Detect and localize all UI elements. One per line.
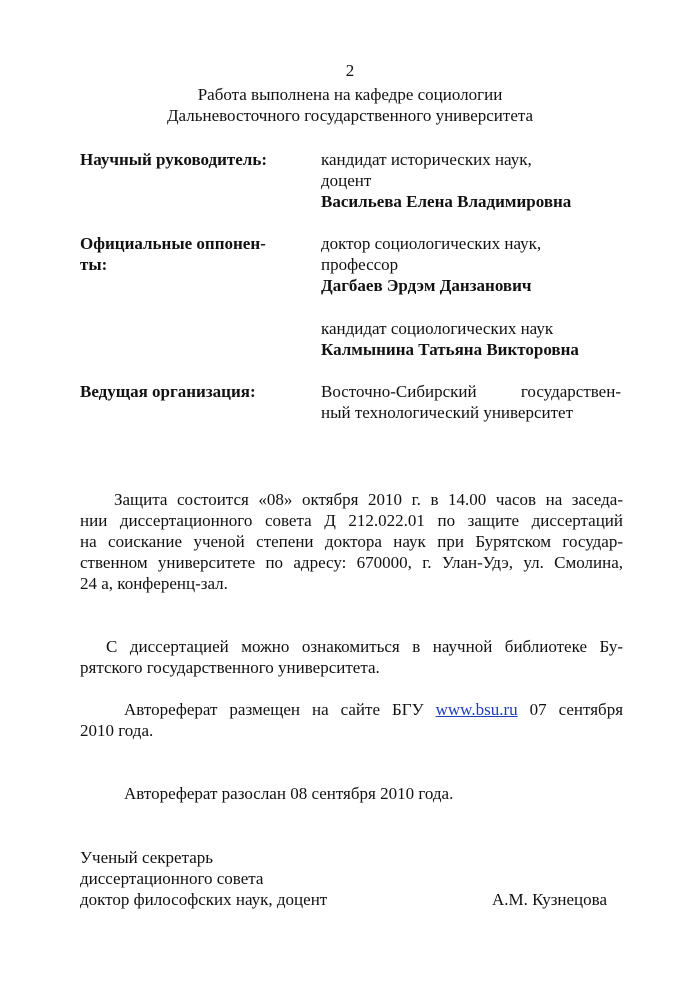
lead-org-line-1: Восточно-Сибирский государствен- — [321, 382, 621, 401]
library-line-2: рятского государственного университета. — [80, 658, 380, 677]
library-line-1: С диссертацией можно ознакомиться в научной библиотеке Бу- — [106, 637, 623, 656]
defense-paragraph — [80, 489, 623, 594]
supervisor-label: Научный руководитель: — [80, 150, 267, 169]
lead-org-label: Ведущая организация: — [80, 382, 256, 401]
secretary-line-2: диссертационного совета — [80, 869, 264, 888]
page-number: 2 — [345, 61, 355, 80]
defense-line-1: Защита состоится «08» октября 2010 г. в 14.00 часов на заседа- — [114, 490, 623, 509]
defense-line-5: 24 а, конференц-зал. — [80, 574, 228, 593]
defense-line-3: на соискание ученой степени доктора наук при Бурятском государ- — [80, 532, 623, 551]
opponent-2-degree: кандидат социологических наук — [321, 319, 554, 338]
sent-date: Автореферат разослан 08 сентября 2010 года. — [124, 784, 454, 803]
opponent-2-name: Калмынина Татьяна Викторовна — [321, 340, 579, 359]
supervisor-name: Васильева Елена Владимировна — [321, 192, 572, 211]
opponent-1-title: профессор — [321, 255, 399, 274]
website-paragraph — [80, 699, 623, 741]
opponents-label-line-1: Официальные оппонен- — [80, 234, 266, 253]
opponents-label-line-2: ты: — [80, 255, 108, 274]
header-line-1: Работа выполнена на кафедре социологии — [197, 85, 503, 104]
bsu-website-link[interactable]: www.bsu.ru — [435, 700, 518, 719]
defense-line-2: нии диссертационного совета Д 212.022.01 по защите диссертаций — [80, 511, 623, 530]
website-line-1 — [80, 699, 623, 720]
opponent-1-name: Дагбаев Эрдэм Данзанович — [321, 276, 532, 295]
supervisor-title: доцент — [321, 171, 372, 190]
website-line-2: 2010 года. — [80, 721, 154, 740]
secretary-line-1: Ученый секретарь — [80, 848, 214, 867]
website-prefix: Автореферат размещен на сайте БГУ — [124, 700, 424, 719]
header-line-2: Дальневосточного государственного университета — [166, 106, 534, 125]
website-date: 07 сентября — [529, 700, 624, 719]
secretary-name: А.М. Кузнецова — [492, 890, 608, 909]
lead-org-line-2: ный технологический университет — [321, 403, 574, 422]
defense-line-4: ственном университете по адресу: 670000, г. Улан-Удэ, ул. Смолина, — [80, 553, 623, 572]
opponent-1-degree: доктор социологических наук, — [321, 234, 542, 253]
supervisor-degree: кандидат исторических наук, — [321, 150, 532, 169]
secretary-line-3: доктор философских наук, доцент — [80, 890, 328, 909]
library-paragraph — [80, 636, 623, 678]
